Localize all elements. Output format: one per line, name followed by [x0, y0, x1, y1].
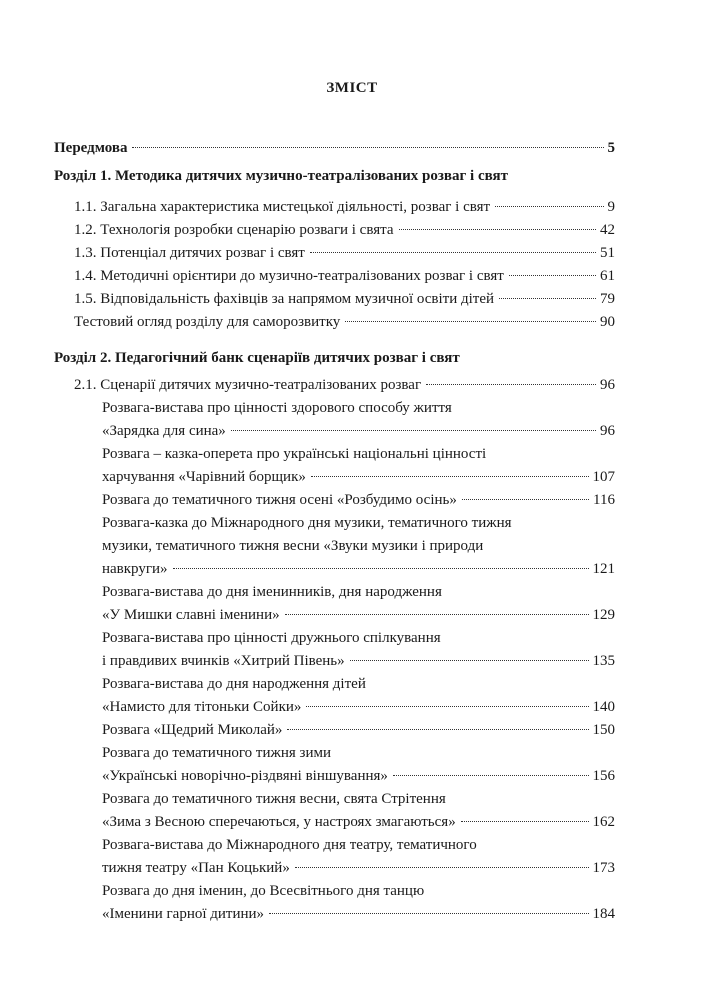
- toc-entry-title: Тестовий огляд розділу для саморозвитку: [74, 314, 341, 330]
- toc-entry-line: Розвага-вистава до дня народження дітей: [102, 676, 366, 692]
- toc-entry-page: 162: [592, 814, 615, 830]
- toc-entry-line: Розвага-казка до Міжнародного дня музики, тематичного тижня: [102, 515, 512, 531]
- toc-entry-line: Розвага до дня іменин, до Всесвітнього дня танцю: [102, 883, 425, 899]
- toc-entry-title: харчування «Чарівний борщик»: [102, 469, 306, 485]
- leader-dots: [231, 430, 596, 431]
- toc-entry-scenario[interactable]: [102, 766, 615, 786]
- leader-dots: [462, 499, 589, 500]
- leader-dots: [269, 913, 588, 914]
- toc-entry-scenario[interactable]: [102, 904, 615, 924]
- toc-entry-page: 129: [592, 607, 615, 623]
- toc-entry-page: 61: [600, 268, 615, 284]
- toc-entry-scenario[interactable]: [102, 490, 615, 510]
- leader-dots: [306, 706, 588, 707]
- toc-entry-page: 5: [607, 140, 615, 156]
- toc-entry-title: і правдивих вчинків «Хитрий Півень»: [102, 653, 345, 669]
- leader-dots: [173, 568, 589, 569]
- toc-entry-page: 96: [600, 377, 615, 393]
- leader-dots: [350, 660, 589, 661]
- toc-entry-title: Передмова: [54, 140, 128, 156]
- toc-entry-page: 79: [600, 291, 615, 307]
- toc-entry-1-2[interactable]: [74, 220, 615, 240]
- toc-entry-page: 96: [600, 423, 615, 439]
- toc-entry-title: 1.3. Потенціал дитячих розваг і свят: [74, 245, 305, 261]
- toc-entry-title: 2.1. Сценарії дитячих музично-театралізованих розваг: [74, 377, 422, 393]
- toc-entry-scenario[interactable]: [102, 858, 615, 878]
- toc-entry-scenario[interactable]: [102, 697, 615, 717]
- leader-dots: [426, 384, 596, 385]
- toc-entry-1-3[interactable]: [74, 243, 615, 263]
- leader-dots: [345, 321, 596, 322]
- toc-entry-title: Розвага «Щедрий Миколай»: [102, 722, 283, 738]
- toc-entry-title: «Українські новорічно-різдвяні віншування»: [102, 768, 388, 784]
- toc-entry-page: 156: [592, 768, 615, 784]
- toc-entry-title: 1.1. Загальна характеристика мистецької діяльності, розваг і свят: [74, 199, 491, 215]
- toc-entry-1-5[interactable]: [74, 289, 615, 309]
- toc-entry-page: 90: [600, 314, 615, 330]
- leader-dots: [399, 229, 596, 230]
- toc-entry-title: 1.2. Технологія розробки сценарію розваги і свята: [74, 222, 394, 238]
- toc-entry-page: 135: [592, 653, 615, 669]
- leader-dots: [311, 476, 589, 477]
- toc-entry-page: 42: [600, 222, 615, 238]
- contents-heading: ЗМІСТ: [326, 80, 378, 96]
- toc-entry-scenario[interactable]: [102, 421, 615, 441]
- toc-entry-scenario[interactable]: [102, 720, 615, 740]
- toc-entry-scenario[interactable]: [102, 559, 615, 579]
- leader-dots: [509, 275, 596, 276]
- toc-entry-title: тижня театру «Пан Коцький»: [102, 860, 290, 876]
- toc-entry-2-1[interactable]: [74, 375, 615, 395]
- section-1-title[interactable]: Розділ 1. Методика дитячих музично-театралізованих розваг і свят: [54, 168, 509, 184]
- toc-entry-title: «Іменини гарної дитини»: [102, 906, 265, 922]
- toc-entry-self-test[interactable]: [74, 312, 615, 332]
- toc-entry-line: Розвага-вистава до дня іменинників, дня народження: [102, 584, 442, 600]
- leader-dots: [132, 147, 603, 148]
- toc-entry-title: «Зарядка для сина»: [102, 423, 226, 439]
- leader-dots: [295, 867, 589, 868]
- toc-entry-line: Розвага-вистава до Міжнародного дня театру, тематичного: [102, 837, 477, 853]
- toc-entry-page: 51: [600, 245, 615, 261]
- toc-entry-line: Розвага до тематичного тижня весни, свята Стрітення: [102, 791, 446, 807]
- leader-dots: [310, 252, 596, 253]
- toc-entry-scenario[interactable]: [102, 605, 615, 625]
- toc-entry-page: 140: [592, 699, 615, 715]
- toc-entry-scenario[interactable]: [102, 812, 615, 832]
- toc-entry-preface[interactable]: [54, 138, 615, 158]
- toc-entry-title: 1.4. Методичні орієнтири до музично-театралізованих розваг і свят: [74, 268, 504, 284]
- toc-entry-page: 107: [592, 469, 615, 485]
- toc-entry-page: 9: [607, 199, 615, 215]
- leader-dots: [499, 298, 596, 299]
- toc-entry-page: 121: [592, 561, 615, 577]
- toc-entry-page: 173: [592, 860, 615, 876]
- toc-entry-line: музики, тематичного тижня весни «Звуки музики і природи: [102, 538, 484, 554]
- toc-entry-title: «Зима з Весною сперечаються, у настроях змагаються»: [102, 814, 456, 830]
- toc-entry-line: Розвага до тематичного тижня зими: [102, 745, 332, 761]
- toc-entry-1-4[interactable]: [74, 266, 615, 286]
- toc-entry-scenario[interactable]: [102, 467, 615, 487]
- toc-entry-title: «Намисто для тітоньки Сойки»: [102, 699, 302, 715]
- toc-entry-title: навкруги»: [102, 561, 168, 577]
- toc-entry-line: Розвага-вистава про цінності дружнього спілкування: [102, 630, 441, 646]
- toc-entry-1-1[interactable]: [74, 197, 615, 217]
- toc-entry-page: 184: [592, 906, 615, 922]
- toc-entry-title: Розвага до тематичного тижня осені «Розбудимо осінь»: [102, 492, 457, 508]
- section-2-title[interactable]: Розділ 2. Педагогічний банк сценаріїв дитячих розваг і свят: [54, 350, 460, 366]
- leader-dots: [393, 775, 589, 776]
- leader-dots: [495, 206, 603, 207]
- toc-entry-title: 1.5. Відповідальність фахівців за напрямом музичної освіти дітей: [74, 291, 495, 307]
- leader-dots: [287, 729, 588, 730]
- toc-entry-page: 116: [593, 492, 615, 508]
- toc-entry-line: Розвага-вистава про цінності здорового способу життя: [102, 400, 452, 416]
- leader-dots: [461, 821, 589, 822]
- leader-dots: [285, 614, 589, 615]
- toc-entry-title: «У Мишки славні іменини»: [102, 607, 280, 623]
- toc-entry-page: 150: [592, 722, 615, 738]
- toc-entry-scenario[interactable]: [102, 651, 615, 671]
- toc-entry-line: Розвага – казка-оперета про українські національні цінності: [102, 446, 487, 462]
